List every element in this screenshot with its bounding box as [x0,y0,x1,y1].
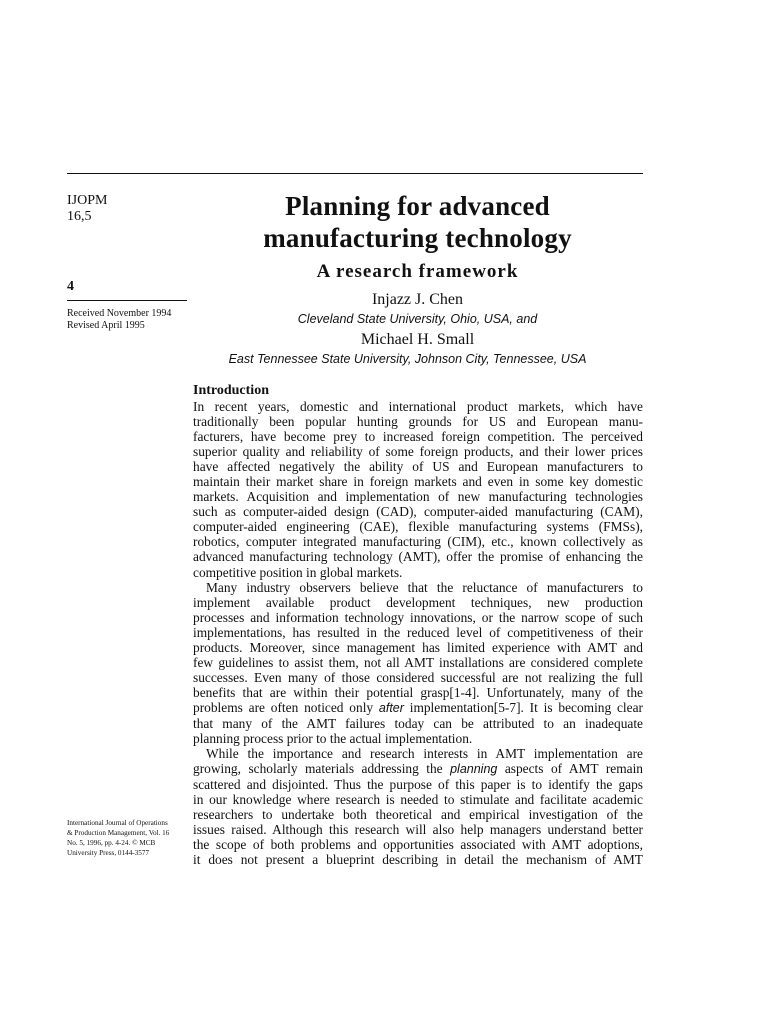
text-line: products. Moreover, since management has limited experience with AMT and [193,639,643,655]
paragraph [193,746,643,867]
text-line: superior quality and reliability of some foreign products, and their lower prices [193,444,643,460]
author-name: Injazz J. Chen [371,291,464,308]
text-line: such as computer-aided design (CAD), computer-aided manufacturing (CAM), [193,504,643,520]
text-line: the scope of both problems and opportunities associated with AMT adoptions, [193,837,643,853]
sidebar-journal [67,193,187,225]
emphasis-text: after [378,700,404,715]
author-name: Michael H. Small [360,331,475,348]
citation-line: University Press, 0144-3577 [67,849,150,857]
text-line: successes. Even many of those considered successful are not realizing the full [193,669,643,685]
text-run: aspects of AMT remain [497,761,643,777]
text-line: issues raised. Although this research will also help managers understand better [193,822,643,838]
section-heading: Introduction [193,383,269,398]
journal-citation [67,818,187,858]
text-line: it does not present a blueprint describing in detail the mechanism of AMT [193,852,643,868]
article-title [190,190,645,254]
received-date: Received November 1994 [67,308,172,319]
text-line: that many of the AMT failures today can be attributed to an inadequate [193,715,643,731]
revised-date: Revised April 1995 [67,320,145,331]
text-line: traditionally been popular hunting grounds for US and European manu- [193,414,643,430]
title-line: Planning for advanced [285,191,550,221]
article-header [190,190,645,368]
text-line [193,700,643,716]
text-line: benefits that are within their potential grasp[1-4]. Unfortunately, many of the [193,684,643,700]
article-subtitle: A research framework [316,261,519,282]
text-line [193,761,643,777]
text-line: few guidelines to assist them, not all AMT installations are considered complete [193,654,643,670]
text-line: processes and information technology innovations, or the narrow scope of such [193,609,643,625]
text-line: maintain their market share in foreign markets and even in some key domestic [193,474,643,490]
text-line: advanced manufacturing technology (AMT), offer the promise of enhancing the [193,549,643,565]
citation-line: & Production Management, Vol. 16 [67,829,170,837]
text-line: researchers to undertake both theoretical and empirical investigation of the [193,807,643,823]
text-line: facturers, have become prey to increased foreign competition. The perceived [193,429,643,445]
text-line: In recent years, domestic and international product markets, which have [193,399,643,414]
journal-volume: 16,5 [67,209,92,224]
title-line: manufacturing technology [263,223,572,253]
text-line: markets. Acquisition and implementation of new manufacturing technologies [193,489,643,505]
text-line: While the importance and research interests in AMT implementation are [206,746,643,762]
page-number: 4 [67,279,74,294]
sidebar-rule [67,300,187,301]
paragraph [193,399,643,580]
text-line: implement available product development techniques, new production [193,594,643,610]
text-run: problems are often noticed only [193,699,379,715]
text-line: Many industry observers believe that the reluctance of manufacturers to [206,579,643,595]
text-line: competitive position in global markets. [193,564,403,580]
text-run: growing, scholarly materials addressing the [193,761,451,777]
text-line: computer-aided engineering (CAE), flexible manufacturing systems (FMSs), [193,519,643,535]
citation-line: International Journal of Operations [67,819,168,827]
received-dates [67,308,171,332]
citation-line: No. 5, 1996, pp. 4-24. © MCB [67,839,156,847]
paragraph [193,580,643,747]
top-rule [67,173,643,174]
author-affiliation: Cleveland State University, Ohio, USA, and [297,312,538,326]
text-line: in our knowledge where research is needed to stimulate and facilitate academic [193,792,643,808]
journal-abbrev: IJOPM [67,193,108,208]
text-line: planning process prior to the actual implementation. [193,731,473,747]
article-body [193,383,643,867]
text-line: scattered and disjointed. Thus the purpose of this paper is to identify the gaps [193,777,643,793]
author-affiliation: East Tennessee State University, Johnson City, Tennessee, USA [228,352,587,366]
text-line: have affected negatively the ability of US and European manufacturers to [193,459,643,475]
text-line: implementations, has resulted in the reduced level of competitiveness of their [193,624,643,640]
text-line: robotics, computer integrated manufacturing (CIM), etc., known collectively as [193,534,643,550]
text-run: implementation[5-7]. It is becoming clear [403,699,643,715]
emphasis-text: planning [450,762,498,777]
